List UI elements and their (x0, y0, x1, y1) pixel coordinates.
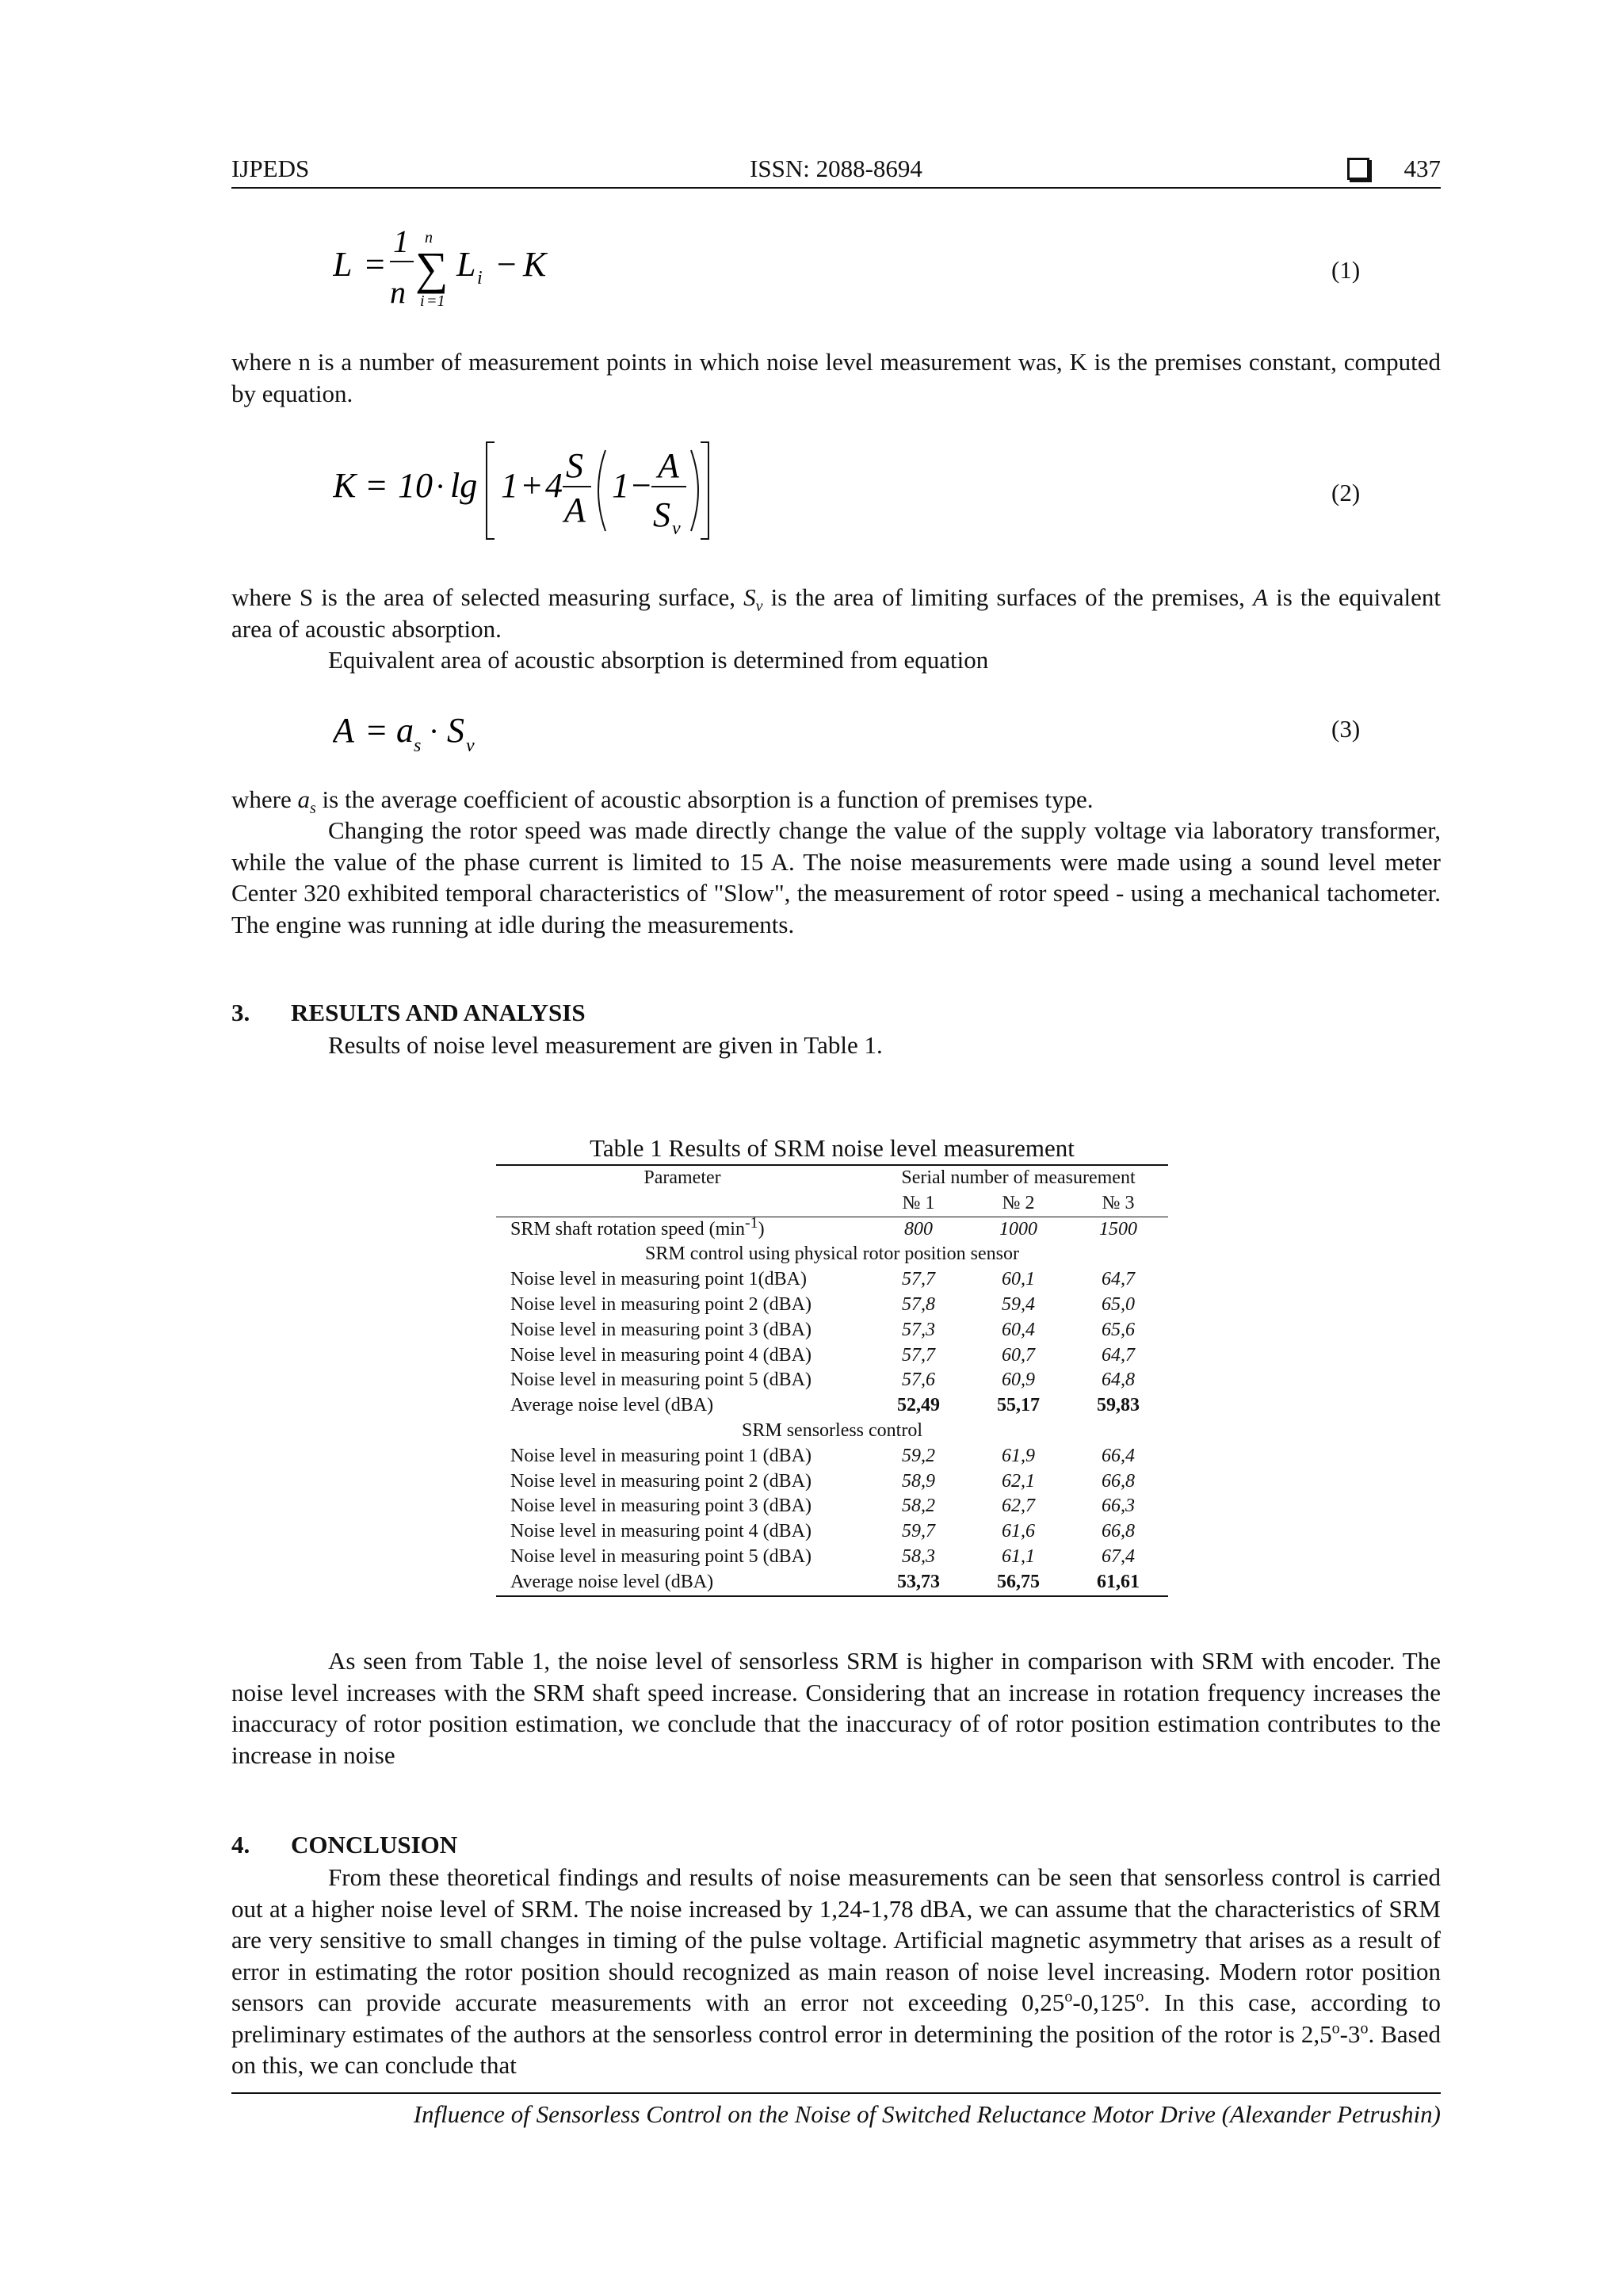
symbol-sv: $S_v$ (743, 583, 763, 616)
degree-sign: o (1136, 1988, 1144, 2006)
table-row (496, 1519, 1168, 1545)
row-label: Noise level in measuring point 2 (dBA) (510, 1293, 812, 1315)
where-s-text-1: where S is the area of selected measuring surface, (231, 583, 744, 611)
table-row (496, 1267, 1168, 1293)
conclusion-text-4: -3 (1339, 2019, 1361, 2048)
cell-value: 66,8 (1102, 1470, 1135, 1492)
section-3-heading (231, 999, 586, 1027)
header-rule (231, 187, 1441, 189)
issn: ISSN: 2088-8694 (750, 155, 922, 182)
cell-value: 57,3 (902, 1319, 935, 1340)
square-bullet-icon (1347, 158, 1369, 180)
cell-value: 66,4 (1102, 1445, 1135, 1466)
svg-text:v: v (672, 518, 681, 539)
where-s-text-2: is the area of limiting surfaces of the premises, (762, 583, 1254, 611)
header-col-3: № 3 (1102, 1192, 1135, 1213)
cell-value: 61,6 (1002, 1521, 1035, 1542)
svg-text:=: = (365, 466, 388, 505)
svg-text:S: S (566, 446, 583, 485)
table-row (496, 1444, 1168, 1469)
cell-value: 62,7 (1002, 1496, 1035, 1517)
section-3-number: 3. (231, 999, 250, 1026)
cell-value: 61,1 (1002, 1545, 1035, 1567)
equation-2-number: (2) (1331, 479, 1361, 506)
cell-value: 59,2 (902, 1445, 935, 1466)
svg-text:·: · (430, 713, 437, 749)
degree-sign: o (1064, 1988, 1073, 2006)
conclusion-text-2: -0,125 (1072, 1988, 1136, 2016)
average-value: 52,49 (897, 1395, 940, 1416)
table-group-2-title-row (496, 1419, 1168, 1444)
row-label: Average noise level (dBA) (496, 1570, 869, 1596)
table-row (496, 1343, 1168, 1369)
table-row (496, 1469, 1168, 1495)
svg-text:A: A (564, 491, 586, 529)
speed-label-exponent: -1 (744, 1213, 758, 1232)
table-row-average-2 (496, 1570, 1168, 1596)
average-value: 53,73 (869, 1570, 968, 1596)
footer-rule (231, 2092, 1441, 2094)
table-row (496, 1318, 1168, 1343)
section-3-title: RESULTS AND ANALYSIS (291, 999, 586, 1026)
svg-text:+: + (520, 466, 544, 505)
row-label: Noise level in measuring point 4 (dBA) (510, 1344, 812, 1366)
conclusion-text-3: . In this case, according to preliminary estimates of the authors at the sensorless control error in determining the position of the rotor is 2,5 (231, 1988, 1441, 2048)
cell-value: 57,7 (902, 1269, 935, 1290)
table-row (496, 1545, 1168, 1570)
svg-text:A: A (333, 711, 354, 750)
cell-value: 58,9 (902, 1470, 935, 1492)
cell-value: 60,9 (1002, 1370, 1035, 1391)
equation-3 (333, 705, 507, 761)
row-label: Noise level in measuring point 5 (dBA) (510, 1545, 812, 1567)
cell-value: 64,8 (1102, 1370, 1135, 1391)
average-value: 55,17 (997, 1395, 1040, 1416)
speed-label (496, 1213, 869, 1242)
table-row (496, 1293, 1168, 1318)
cell-value: 67,4 (1102, 1545, 1135, 1567)
row-label: Noise level in measuring point 3 (dBA) (510, 1319, 812, 1340)
row-label: Noise level in measuring point 5 (dBA) (510, 1370, 812, 1391)
table-row (496, 1368, 1168, 1393)
table-row-average-1 (496, 1393, 1168, 1419)
cell-value: 64,7 (1102, 1269, 1135, 1290)
cell-value: 62,1 (1002, 1470, 1035, 1492)
svg-text:L: L (456, 245, 476, 284)
row-label: Noise level in measuring point 4 (dBA) (510, 1521, 812, 1542)
svg-text:s: s (414, 735, 422, 756)
paragraph-equivalent-area: Equivalent area of acoustic absorption is determined from equation (328, 646, 989, 674)
speed-label-text: SRM shaft rotation speed (min (510, 1218, 745, 1240)
cell-value: 59,4 (1002, 1293, 1035, 1315)
row-label: Noise level in measuring point 1 (dBA) (510, 1445, 812, 1466)
svg-text:K: K (523, 245, 547, 284)
cell-value: 60,1 (1002, 1269, 1035, 1290)
cell-value: 61,9 (1002, 1445, 1035, 1466)
svg-text:1: 1 (501, 466, 518, 505)
paragraph-where-n: where n is a number of measurement points in which noise level measurement was, K is the premises constant, computed by equation. (231, 348, 1441, 407)
svg-text:a: a (396, 711, 414, 750)
header-parameter: Parameter (496, 1165, 869, 1191)
svg-text:L: L (333, 245, 353, 284)
svg-text:S: S (653, 495, 670, 534)
average-value: 61,61 (1068, 1570, 1168, 1596)
cell-value: 64,7 (1102, 1344, 1135, 1366)
table-group-1-title-row (496, 1242, 1168, 1267)
svg-text:=: = (365, 711, 388, 750)
paragraph-discussion: As seen from Table 1, the noise level of sensorless SRM is higher in comparison with SRM with encoder. The noise level increases with the SRM shaft speed increase. Considering that an increase in rotation frequency increases the inaccuracy of rotor position estimation, we conclude that the inaccuracy of of rotor position estimation contributes to the increase in noise (231, 1647, 1441, 1769)
cell-value: 58,2 (902, 1496, 935, 1517)
equation-2 (333, 436, 713, 547)
row-label: Noise level in measuring point 2 (dBA) (510, 1470, 812, 1492)
speed-value-1: 800 (869, 1217, 968, 1242)
svg-text:=1: =1 (426, 292, 445, 310)
paragraph-rotor-speed: Changing the rotor speed was made directly change the value of the supply voltage via laboratory transformer, while the value of the phase current is limited to 15 A. The noise measurements were made using a sound level meter Center 320 exhibited temporal characteristics of "Slow", the measurement of rotor speed - using a mechanical tachometer. The engine was running at idle during the measurements. (231, 816, 1441, 938)
where-s-text-3: is the equivalent area of acoustic absorption. (231, 583, 1442, 643)
table-caption: Table 1 Results of SRM noise level measurement (590, 1134, 1075, 1162)
conclusion-text-5: . Based on this, we can conclude that (231, 2019, 1441, 2079)
degree-sign: o (1360, 2019, 1369, 2038)
speed-value-2: 1000 (968, 1217, 1068, 1242)
paragraph-where-s (231, 582, 1441, 644)
svg-text:1: 1 (612, 466, 629, 505)
svg-text:i: i (477, 268, 483, 288)
svg-text:i: i (420, 292, 425, 310)
svg-text:=: = (363, 245, 387, 284)
conclusion-text-1: From these theoretical findings and results of noise measurements can be seen that sensorless control is carried out at a higher noise level of SRM. The noise increased by 1,24-1,78 dBA, we can assume that the characteristics of SRM are very sensitive to small changes in timing of the pulse voltage. Artificial magnetic asymmetry that arises as a result of error in estimating the rotor position should recognized as main reason of noise level increasing. Modern rotor position sensors can provide accurate measurements with an error not exceeding 0,25 (231, 1863, 1441, 2016)
equation-1 (333, 227, 586, 322)
svg-text:n: n (390, 274, 406, 310)
svg-text:4: 4 (545, 466, 563, 505)
svg-text:−: − (629, 466, 653, 505)
svg-text:·: · (436, 468, 444, 504)
equation-3-number: (3) (1331, 715, 1361, 743)
section-4-title: CONCLUSION (291, 1831, 458, 1859)
speed-value-3: 1500 (1068, 1217, 1168, 1242)
cell-value: 60,4 (1002, 1319, 1035, 1340)
degree-sign: o (1331, 2019, 1340, 2038)
cell-value: 66,3 (1102, 1496, 1135, 1517)
svg-text:lg: lg (450, 466, 478, 505)
row-label: Average noise level (dBA) (510, 1395, 714, 1416)
page-number: 437 (1403, 155, 1441, 182)
svg-text:−: − (495, 245, 518, 284)
where-as-text-2: is the average coefficient of acoustic absorption is a function of premises type. (315, 785, 1094, 813)
cell-value: 57,7 (902, 1344, 935, 1366)
average-value: 56,75 (968, 1570, 1068, 1596)
symbol-as: $a_s$ (297, 785, 316, 818)
cell-value: 58,3 (902, 1545, 935, 1567)
cell-value: 57,6 (902, 1370, 935, 1391)
table-header-row (496, 1165, 1168, 1191)
speed-label-close: ) (758, 1218, 765, 1240)
svg-text:n: n (425, 229, 433, 246)
running-title: Influence of Sensorless Control on the Noise of Switched Reluctance Motor Drive (Alexander Petrushin) (413, 2100, 1441, 2128)
section-4-heading (231, 1831, 457, 1859)
cell-value: 57,8 (902, 1293, 935, 1315)
paragraph-results-intro: Results of noise level measurement are given in Table 1. (328, 1031, 883, 1059)
svg-text:S: S (447, 711, 464, 750)
header-serial-number: Serial number of measurement (869, 1165, 1168, 1191)
section-4-number: 4. (231, 1831, 250, 1859)
paragraph-conclusion (231, 1862, 1441, 2081)
svg-text:A: A (658, 446, 679, 485)
table-row-speed (496, 1217, 1168, 1242)
equation-1-number: (1) (1331, 256, 1361, 284)
paragraph-where-as (231, 784, 1441, 816)
svg-text:v: v (466, 735, 475, 756)
symbol-s: S (743, 583, 756, 611)
table-row (496, 1494, 1168, 1519)
header-col-2: № 2 (1002, 1192, 1035, 1213)
page-header (231, 155, 1441, 188)
row-label: Noise level in measuring point 3 (dBA) (510, 1496, 812, 1517)
cell-value: 65,6 (1102, 1319, 1135, 1340)
average-value: 59,83 (1097, 1395, 1140, 1416)
results-table (496, 1164, 1168, 1597)
cell-value: 59,7 (902, 1521, 935, 1542)
cell-value: 66,8 (1102, 1521, 1135, 1542)
where-as-text-1: where (231, 785, 298, 813)
header-col-1: № 1 (902, 1192, 935, 1213)
svg-text:1: 1 (393, 227, 409, 259)
svg-text:K: K (333, 466, 357, 505)
journal-name: IJPEDS (231, 155, 310, 182)
svg-text:10: 10 (398, 466, 433, 505)
cell-value: 60,7 (1002, 1344, 1035, 1366)
group-1-title: SRM control using physical rotor position sensor (645, 1244, 1019, 1265)
group-2-title: SRM sensorless control (742, 1419, 922, 1441)
cell-value: 65,0 (1102, 1293, 1135, 1315)
table-subheader-row (496, 1191, 1168, 1217)
svg-text:∑: ∑ (415, 243, 449, 294)
row-label: Noise level in measuring point 1(dBA) (510, 1269, 807, 1290)
symbol-a: A (1253, 583, 1268, 611)
